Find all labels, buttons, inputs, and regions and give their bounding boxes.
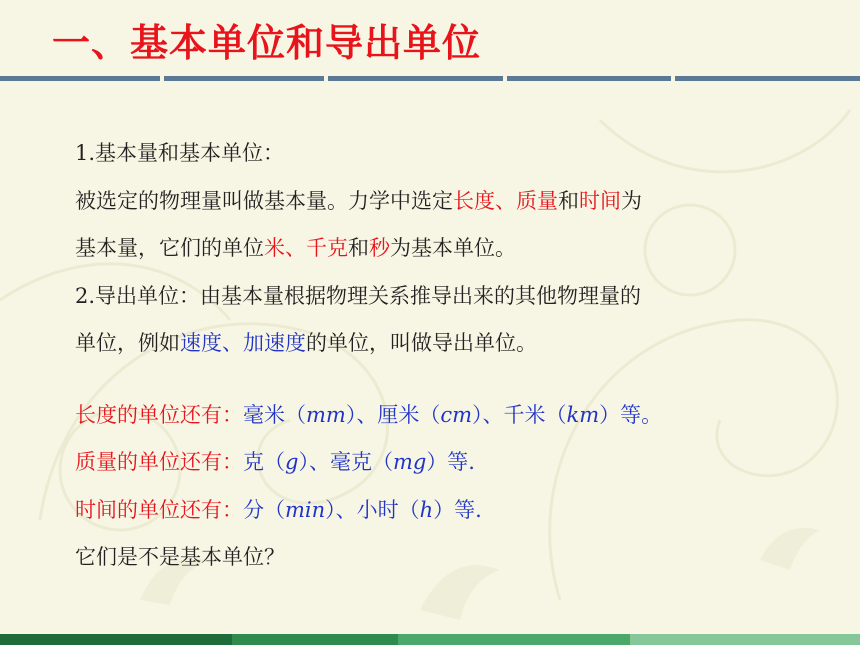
highlight-meter-kilogram: 米、千克	[264, 236, 348, 260]
text: 被选定的物理量叫做基本量。力学中选定	[75, 188, 453, 213]
text: ）等.	[426, 450, 475, 474]
text: 克（	[243, 450, 285, 474]
unit-symbol-mg: mg	[392, 450, 427, 474]
text: 分（	[243, 497, 285, 522]
unit-symbol-km: km	[566, 402, 600, 427]
text: ）、厘米（	[345, 402, 441, 427]
section1-line1	[75, 178, 855, 226]
section1-line2	[75, 225, 855, 273]
highlight-mass: 质量	[516, 188, 558, 213]
text: ）、小时（	[325, 497, 420, 522]
bottom-decorative-bar	[0, 634, 860, 645]
section2-line1: 2.导出单位：由基本量根据物理关系推导出来的其他物理量的	[75, 283, 642, 308]
mass-units-label: 质量的单位还有：	[75, 450, 243, 474]
text: 单位，例如	[75, 331, 180, 355]
text: ）、毫克（	[298, 450, 393, 474]
text: 的单位，叫做导出单位。	[306, 331, 537, 355]
highlight-second: 秒	[369, 236, 390, 260]
time-units-line	[75, 487, 855, 535]
unit-symbol-cm: cm	[440, 402, 473, 427]
time-units-label: 时间的单位还有：	[75, 497, 243, 522]
mass-units-line	[75, 439, 855, 487]
unit-symbol-g: g	[285, 450, 299, 474]
highlight-velocity-acceleration: 速度、加速度	[180, 331, 306, 355]
text: 基本量，它们的单位	[75, 236, 264, 260]
slide-content	[75, 130, 855, 582]
section1-heading: 1.基本量和基本单位：	[75, 141, 285, 165]
text: 为	[621, 188, 642, 213]
unit-symbol-h: h	[419, 497, 434, 522]
text: 和	[348, 236, 369, 260]
text: 毫米（	[243, 402, 306, 427]
title-divider	[0, 76, 860, 81]
text: ）等.	[433, 497, 482, 522]
highlight-length: 长度	[453, 188, 495, 213]
text: 和	[558, 188, 579, 213]
unit-symbol-mm: mm	[306, 402, 346, 427]
length-units-line	[75, 392, 855, 440]
unit-symbol-min: min	[285, 497, 326, 522]
question-line: 它们是不是基本单位？	[75, 545, 285, 569]
text: ）等。	[599, 402, 663, 427]
text-separator: 、	[495, 188, 516, 213]
highlight-time: 时间	[579, 188, 621, 213]
text: ）、千米（	[472, 402, 567, 427]
length-units-label: 长度的单位还有：	[75, 402, 243, 427]
text: 为基本单位。	[390, 236, 516, 260]
section2-line2	[75, 320, 855, 368]
slide-title: 一、基本单位和导出单位	[52, 21, 482, 65]
spacer	[75, 368, 855, 392]
